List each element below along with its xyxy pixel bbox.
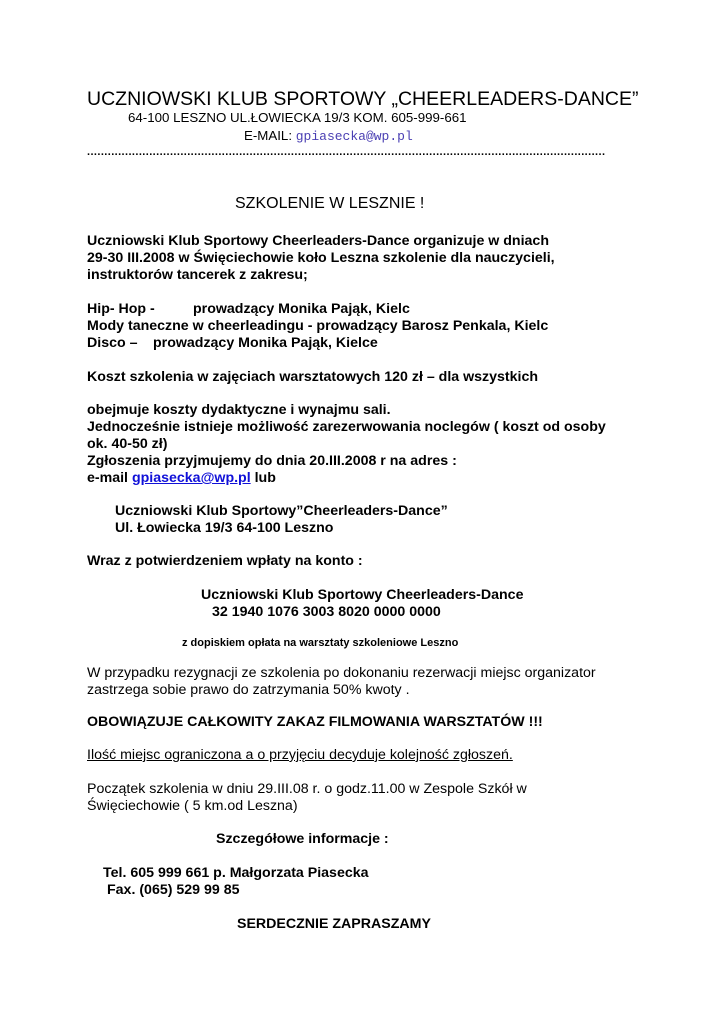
start-line-1: Początek szkolenia w dniu 29.III.08 r. o godz.11.00 w Zespole Szkół w — [87, 781, 527, 797]
topic-disco — [87, 335, 378, 351]
club-email-line — [244, 128, 413, 145]
filming-ban: OBOWIĄZUJE CAŁKOWITY ZAKAZ FILMOWANIA WARSZTATÓW !!! — [87, 714, 543, 730]
account-number: 32 1940 1076 3003 8020 0000 0000 — [212, 604, 441, 620]
cancellation-line-1: W przypadku rezygnacji ze szkolenia po dokonaniu rezerwacji miejsc organizator — [87, 665, 596, 681]
cost-detail-3: ok. 40-50 zł) — [87, 436, 168, 452]
intro-line-3: instruktorów tancerek z zakresu; — [87, 267, 308, 283]
email-prefix: e-mail — [87, 470, 132, 486]
topic-leader: prowadzący Monika Pająk, Kielc — [193, 301, 410, 317]
limited-places: Ilość miejsc ograniczona a o przyjęciu decyduje kolejność zgłoszeń. — [87, 747, 513, 763]
email-suffix: lub — [250, 470, 276, 486]
email-contact-line — [87, 470, 276, 486]
contact-tel: Tel. 605 999 661 p. Małgorzata Piasecka — [103, 865, 369, 881]
header-email: gpiasecka@wp.pl — [295, 129, 413, 144]
topic-hiphop — [87, 301, 410, 317]
payment-intro: Wraz z potwierdzeniem wpłaty na konto : — [87, 553, 363, 569]
postal-line-1: Uczniowski Klub Sportowy”Cheerleaders-Dance” — [115, 503, 448, 519]
cost-line: Koszt szkolenia w zajęciach warsztatowych 120 zł – dla wszystkich — [87, 369, 539, 385]
details-heading: Szczegółowe informacje : — [216, 831, 389, 847]
account-name: Uczniowski Klub Sportowy Cheerleaders-Dance — [201, 587, 524, 603]
start-line-2: Święciechowie ( 5 km.od Leszna) — [87, 798, 298, 814]
club-title: UCZNIOWSKI KLUB SPORTOWY „CHEERLEADERS-DANCE” — [87, 88, 639, 110]
payment-note: z dopiskiem opłata na warsztaty szkoleniowe Leszno — [182, 637, 459, 649]
cost-detail-4: Zgłoszenia przyjmujemy do dnia 20.III.2008 r na adres : — [87, 453, 457, 469]
cancellation-line-2: zastrzega sobie prawo do zatrzymania 50% kwoty . — [87, 682, 410, 698]
cost-detail-2: Jednocześnie istnieje możliwość zarezerwowania noclegów ( koszt od osoby — [87, 419, 606, 435]
email-link[interactable]: gpiasecka@wp.pl — [131, 470, 251, 486]
topic-name: Hip- Hop - — [87, 301, 155, 317]
topic-cheer: Mody taneczne w cheerleadingu - prowadzący Barosz Penkala, Kielc — [87, 318, 549, 334]
contact-fax: Fax. (065) 529 99 85 — [107, 882, 240, 898]
intro-line-2: 29-30 III.2008 w Święciechowie koło Leszna szkolenie dla nauczycieli, — [87, 250, 555, 266]
closing-invitation: SERDECZNIE ZAPRASZAMY — [237, 916, 431, 932]
topic-leader: prowadzący Monika Pająk, Kielce — [153, 335, 378, 351]
email-label: E-MAIL: — [244, 128, 293, 143]
club-address: 64-100 LESZNO UL.ŁOWIECKA 19/3 KOM. 605-999-661 — [128, 110, 467, 125]
dotted-separator: ...................................................................................................................................................... — [87, 146, 606, 158]
page-heading: SZKOLENIE W LESZNIE ! — [235, 195, 425, 212]
postal-line-2: Ul. Łowiecka 19/3 64-100 Leszno — [115, 520, 334, 536]
cost-detail-1: obejmuje koszty dydaktyczne i wynajmu sali. — [87, 402, 391, 418]
intro-line-1: Uczniowski Klub Sportowy Cheerleaders-Dance organizuje w dniach — [87, 233, 549, 249]
topic-name: Disco – — [87, 335, 138, 351]
